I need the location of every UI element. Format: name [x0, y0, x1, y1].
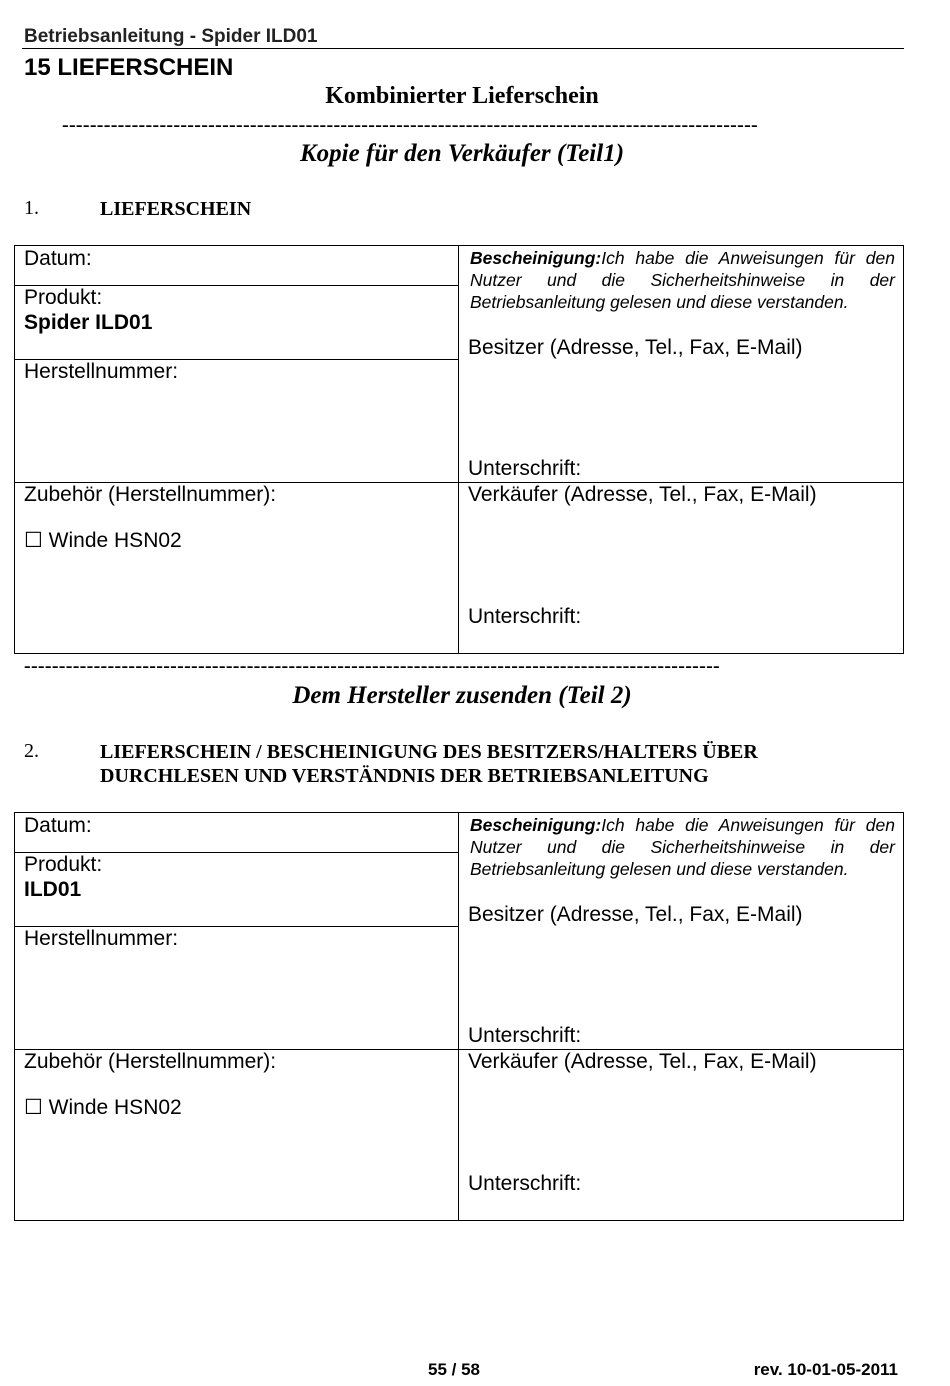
- zubehoer-checkbox-item[interactable]: ☐ Winde HSN02: [24, 1096, 182, 1119]
- part2-section-number: 2.: [24, 740, 39, 762]
- page-number: 55 / 58: [428, 1360, 480, 1379]
- part1-section-heading: LIEFERSCHEIN: [100, 198, 252, 220]
- certification-label: Bescheinigung:: [470, 815, 602, 835]
- part1-title: Kopie für den Verkäufer (Teil1): [299, 140, 625, 167]
- herstellnummer-label: Herstellnummer:: [24, 927, 179, 950]
- document-title: Kombinierter Lieferschein: [325, 83, 599, 109]
- produkt-value: Spider ILD01: [24, 311, 153, 334]
- separator-line: ----------------------------------------------------------------------------------------------------: [62, 114, 759, 136]
- produkt-label: Produkt:: [24, 286, 103, 309]
- besitzer-label: Besitzer (Adresse, Tel., Fax, E-Mail): [468, 903, 803, 926]
- certification-label: Bescheinigung:: [470, 248, 602, 268]
- unterschrift-label: Unterschrift:: [468, 1024, 582, 1047]
- datum-label: Datum:: [24, 247, 92, 270]
- unterschrift-label: Unterschrift:: [468, 1172, 582, 1195]
- herstellnummer-label: Herstellnummer:: [24, 360, 179, 383]
- unterschrift-label: Unterschrift:: [468, 457, 582, 480]
- zubehoer-label: Zubehör (Herstellnummer):: [24, 1050, 277, 1073]
- unterschrift-label: Unterschrift:: [468, 605, 582, 628]
- produkt-value: ILD01: [24, 878, 82, 901]
- besitzer-label: Besitzer (Adresse, Tel., Fax, E-Mail): [468, 336, 803, 359]
- zubehoer-checkbox-item[interactable]: ☐ Winde HSN02: [24, 529, 182, 552]
- part1-section-number: 1.: [24, 197, 39, 219]
- separator-line: ----------------------------------------------------------------------------------------------------: [24, 655, 721, 677]
- certification-text: [470, 247, 895, 313]
- part2-form: [14, 812, 904, 1221]
- datum-label: Datum:: [24, 814, 92, 837]
- certification-body: Ich habe die Anweisungen für den Nutzer und die Sicherheitshinweise in der Betriebsanleitung gelesen und diese verstanden.: [470, 248, 895, 312]
- verkaeufer-label: Verkäufer (Adresse, Tel., Fax, E-Mail): [468, 483, 817, 506]
- running-header: Betriebsanleitung - Spider ILD01: [24, 26, 318, 47]
- revision-label: rev. 10-01-05-2011: [753, 1360, 898, 1379]
- part2-section-heading-line1: LIEFERSCHEIN / BESCHEINIGUNG DES BESITZERS/HALTERS ÜBER: [100, 741, 758, 763]
- zubehoer-label: Zubehör (Herstellnummer):: [24, 483, 277, 506]
- header-rule: [22, 48, 904, 49]
- part1-form: [14, 245, 904, 654]
- part2-title: Dem Hersteller zusenden (Teil 2): [292, 682, 632, 709]
- verkaeufer-label: Verkäufer (Adresse, Tel., Fax, E-Mail): [468, 1050, 817, 1073]
- part2-section-heading-line2: DURCHLESEN UND VERSTÄNDNIS DER BETRIEBSANLEITUNG: [100, 765, 709, 787]
- chapter-title: 15 LIEFERSCHEIN: [24, 54, 234, 81]
- produkt-label: Produkt:: [24, 853, 103, 876]
- certification-text: [470, 814, 895, 880]
- certification-body: Ich habe die Anweisungen für den Nutzer und die Sicherheitshinweise in der Betriebsanleitung gelesen und diese verstanden.: [470, 815, 895, 879]
